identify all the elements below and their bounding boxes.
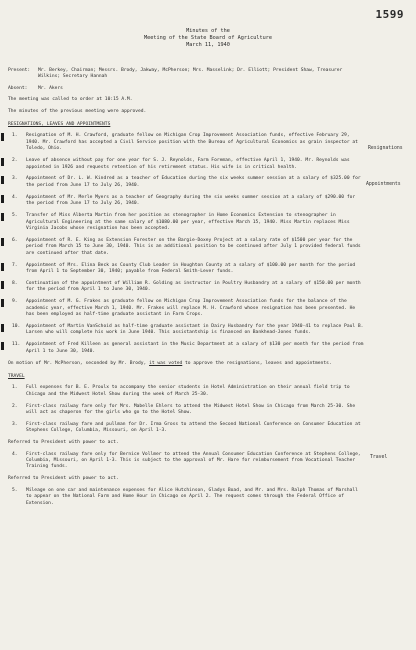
item-number: 3. xyxy=(12,421,18,427)
list-item xyxy=(8,324,364,337)
referred-line-1: Referred to President with power to act. xyxy=(8,440,119,446)
list-item xyxy=(8,385,364,398)
travel-list xyxy=(8,385,364,434)
absent-line xyxy=(8,86,364,92)
present-text: Mr. Berkey, Chairman; Messrs. Brody, Jakway, McPherson; Mrs. Masselink; Dr. Elliott; President Shaw, Treasurer Wilkins; Secretary Hannah xyxy=(38,68,343,80)
present-line xyxy=(8,68,364,81)
margin-bar-mark xyxy=(1,238,4,246)
item-text: Continuation of the appointment of William R. Golding as instructor in Poultry Husbandry at a salary of $150.00 per month for the period from April 1 to June 30, 1940. xyxy=(26,280,361,293)
margin-bar-mark xyxy=(1,342,4,350)
list-item xyxy=(8,281,364,294)
motion-voted: it was voted xyxy=(149,360,183,366)
list-item xyxy=(8,299,364,318)
margin-bar-mark xyxy=(1,299,4,307)
item-number: 6. xyxy=(12,237,18,243)
item-text: Full expenses for B. E. Proulx to accompany the senior students in Hotel Administration on their annual field trip to Chicago and the Midwest Hotel Show during the week of March 25-30. xyxy=(26,385,350,397)
list-item xyxy=(8,158,364,171)
minutes-header xyxy=(0,28,416,49)
resignation-list xyxy=(8,133,364,355)
motion-after: to approve the resignations, leaves and appointments. xyxy=(182,360,332,366)
item-number: 1. xyxy=(12,385,18,391)
item-number: 1. xyxy=(12,133,18,139)
margin-bar-mark xyxy=(1,195,4,203)
item-number: 5. xyxy=(12,487,18,493)
list-item xyxy=(8,263,364,276)
item-text: First-class railway fare only for Mrs. Mabelle Ehlers to attend the Midwest Hotel Show in Chicago from March 25-30. She will act as chaperon for the girls who go to the Hotel Show. xyxy=(26,403,356,416)
list-item xyxy=(8,404,364,417)
minutes-body xyxy=(8,68,364,513)
margin-bar-mark xyxy=(1,176,4,184)
list-item xyxy=(8,176,364,189)
item-text: Resignation of M. H. Crawford, graduate fellow on Michigan Crop Improvement Association funds, effective February 29, 1940. Mr. Crawford has accepted a Civil Service position with the Bureau of Agricultural Economics as grain inspector at Toledo, Ohio. xyxy=(26,133,358,152)
motion-before: On motion of Mr. McPherson, seconded by Mr. Brody, xyxy=(8,360,150,366)
minutes-approved: The minutes of the previous meeting were approved. xyxy=(8,108,147,114)
item-number: 9. xyxy=(12,299,18,305)
item-text: Appointment of Mr. Merle Myers as a teacher of Geography during the six weeks summer session at a salary of $290.00 for the period from June 17 to July 26, 1940. xyxy=(26,194,356,207)
margin-note-resignations: Resignations xyxy=(368,146,403,151)
item-text: Appointment of M. G. Frakes as graduate fellow on Michigan Crop Improvement Association funds for the balance of the academic year, effective March 1, 1940. Mr. Frakes will replace M. H. Crawford whose resignation has been presented. He has been employed as half-time graduate assistant in Farm Crops. xyxy=(26,299,356,317)
margin-bar-mark xyxy=(1,324,4,332)
margin-bar-mark xyxy=(1,281,4,289)
list-item xyxy=(8,488,364,507)
item-text: First-class railway fare only for Bernice Vollmer to attend the Annual Consumer Education Conference at Stephens College, Columbia, Missouri, on April 1-3. This is subject to the approval of Mr. Hare for reimbursement from Vocational Teacher Training funds. xyxy=(26,451,361,470)
item-text: Mileage on one car and maintenance expenses for Alice Hutchinson, Gladys Boad, and Mr. and Mrs. Ralph Thomas of Marshall to appear on the National Farm and Home Hour in Chicago on April 2. The request comes through the Federal Office of Extension. xyxy=(26,487,358,506)
item-text: Appointment of Dr. L. W. Kindred as a teacher of Education during the six weeks summer session at a salary of $325.00 for the period from June 17 to July 26, 1940. xyxy=(26,176,361,188)
section-heading-resignations: RESIGNATIONS, LEAVES AND APPOINTMENTS xyxy=(8,122,111,128)
item-text: Appointment of Martin VanSchoid as half-time graduate assistant in Dairy Husbandry for the year 1940-41 to replace Paul B. Larsen who will complete his work in June 1940. This assistantship is financed on Bankhead-Jones funds. xyxy=(26,323,364,336)
present-label: Present: xyxy=(8,68,31,73)
margin-bar-mark xyxy=(1,263,4,271)
item-number: 7. xyxy=(12,262,18,268)
item-number: 3. xyxy=(12,176,18,182)
item-number: 10. xyxy=(12,323,21,329)
item-text: Appointment of Mrs. Elina Beck as County Club Leader in Houghton County at a salary of $100.00 per month for the period from April 1 to September 30, 1940; payable from Federal Smith-Lever funds. xyxy=(26,262,356,274)
item-number: 2. xyxy=(12,403,18,409)
absent-label: Absent: xyxy=(8,85,28,91)
item-text: Leave of absence without pay for one year for S. J. Reynolds, Farm Foreman, effective April 1, 1940. Mr. Reynolds was appointed in 1926 and requests retention of his retirement status. His wife is in critical health. xyxy=(26,158,350,170)
margin-note-appointments: Appointments xyxy=(366,182,401,187)
item-text: First-class railway fare and pullman for Dr. Irma Gross to attend the Second National Conference on Consumer Education at Stephens College, Columbia, Missouri, on April 1-3. xyxy=(26,421,361,434)
list-item xyxy=(8,195,364,208)
list-item xyxy=(8,342,364,355)
list-item xyxy=(8,452,364,471)
section-heading-travel: TRAVEL xyxy=(8,373,25,379)
page-number: 1599 xyxy=(375,8,404,21)
margin-bar-mark xyxy=(1,158,4,166)
item-number: 8. xyxy=(12,280,18,286)
motion-paragraph xyxy=(8,361,364,367)
called-to-order: The meeting was called to order at 10:15 A.M. xyxy=(8,97,133,103)
item-text: Transfer of Miss Alberta Martin from her position as stenographer in Home Economics Extension to stenographer in Agricultural Engineering at the same salary of $1080.00 per year, effective March 15, 1940. Miss Martin replaces Miss Virginia Jacobs whose resignation has been accepted. xyxy=(26,213,350,231)
item-number: 2. xyxy=(12,158,18,164)
header-line-2: Meeting of the State Board of Agriculture xyxy=(143,35,273,41)
margin-note-travel: Travel xyxy=(370,455,388,460)
list-item xyxy=(8,238,364,257)
item-number: 5. xyxy=(12,213,18,219)
header-line-1: Minutes of the xyxy=(186,28,230,34)
absent-text: Mr. Akers xyxy=(38,85,63,91)
margin-bar-mark xyxy=(1,213,4,221)
item-number: 4. xyxy=(12,194,18,200)
item-text: Appointment of R. E. King as Extension Forester on the Bargie-Doxey Project at a salary rate of $1500 per year for the period from March 15 to June 30, 1940. This is an additional position to be continued after July 1 provided federal funds are continued after that date. xyxy=(26,237,361,256)
item-number: 4. xyxy=(12,451,18,457)
list-item xyxy=(8,133,364,152)
item-number: 11. xyxy=(12,342,21,348)
item-text: Appointment of Fred Killeen as general assistant in the Music Department at a salary of $130 per month for the period from April 1 to June 30, 1940. xyxy=(26,342,364,354)
list-item xyxy=(8,213,364,232)
margin-bar-mark xyxy=(1,133,4,141)
header-line-3: March 11, 1940 xyxy=(186,42,230,48)
referred-line-2: Referred to President with power to act. xyxy=(8,476,119,482)
list-item xyxy=(8,422,364,435)
